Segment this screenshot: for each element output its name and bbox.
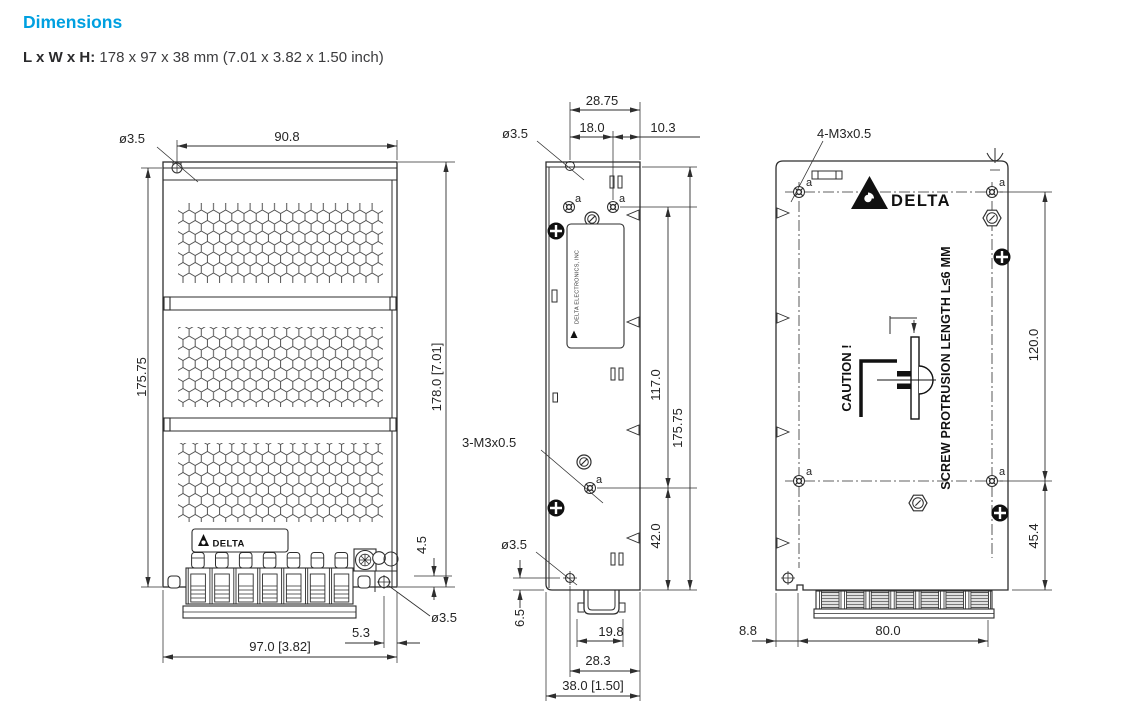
dim-side-top-offsets: [570, 120, 700, 200]
screw-marker: a: [806, 177, 813, 189]
back-view-outline: [776, 148, 1008, 590]
edge-hole: [384, 552, 398, 566]
front-view-separator-2: [164, 418, 396, 431]
front-terminal-block: [183, 553, 356, 619]
side-label-text: DELTA ELECTRONICS, INC: [574, 249, 581, 325]
phillips-screw-icon: [548, 500, 564, 516]
potentiometer-icon: [356, 551, 375, 570]
size-label: L x W x H:: [23, 49, 96, 66]
chassis-wall: [861, 361, 897, 417]
caution-note: SCREW PROTRUSION LENGTH L≤6 MM: [939, 246, 953, 490]
front-right-height-label: 178.0 [7.01]: [429, 342, 444, 412]
ground-screw-icon: [577, 455, 591, 469]
phillips-screw-icon: [548, 223, 564, 239]
side-clip-offset-label: 28.3: [585, 653, 611, 668]
side-edge-offset-label: 10.3: [650, 120, 676, 135]
screw-a-icon: [608, 202, 619, 213]
side-label-box: [567, 224, 624, 348]
screw-marker: a: [619, 193, 626, 205]
front-view-separator-1: [164, 297, 396, 310]
hex-nut-icon: [909, 495, 927, 511]
back-thread-spec-label: 4-M3x0.5: [817, 126, 872, 141]
dim-side-top-hole: [502, 126, 584, 180]
size-summary: [23, 49, 384, 66]
phillips-screw-icon: [992, 505, 1008, 521]
side-screw-to-bottom-label: 42.0: [648, 523, 663, 549]
side-view: [462, 93, 700, 701]
front-view-vent-panel-3: [178, 443, 383, 522]
back-terminal-block: [814, 591, 994, 618]
front-ear-height-label: 4.5: [414, 535, 429, 555]
front-ear-offset-label: 5.3: [351, 625, 371, 640]
front-hole-dia-top-label: ø3.5: [119, 131, 146, 146]
size-value: 178 x 97 x 38 mm (7.01 x 3.82 x 1.50 inch): [99, 49, 384, 66]
front-left-height-label: 175.75: [134, 357, 149, 397]
screw-a-icon: [794, 187, 805, 198]
front-view-vent-panel-1: [178, 203, 383, 283]
dim-front-top-width: [177, 129, 397, 173]
back-logo: [851, 176, 951, 210]
din-clip: [578, 590, 625, 614]
back-edge-offset-label: 8.8: [738, 623, 758, 638]
side-hole-dia-bottom-label: ø3.5: [501, 537, 528, 552]
caution-title: CAUTION !: [839, 344, 854, 412]
back-view: [739, 126, 1052, 647]
front-hole-dia-bottom-label: ø3.5: [431, 610, 458, 625]
screw-marker: a: [999, 177, 1006, 189]
side-hole-dia-top-label: ø3.5: [502, 126, 529, 141]
ground-clamp-icon: [987, 148, 1003, 170]
front-view: [119, 129, 457, 663]
back-screw-to-bottom-label: 45.4: [1026, 523, 1041, 549]
side-clip-width-label: 19.8: [598, 624, 624, 639]
side-hole-offset-label: 18.0: [579, 120, 605, 135]
dim-side-clip-width: [577, 619, 624, 647]
front-logo-label: [192, 529, 288, 552]
back-screw-span-height-label: 120.0: [1026, 328, 1041, 362]
phillips-screw-icon: [994, 249, 1010, 265]
dim-side-overall-depth: [546, 592, 640, 701]
dim-side-hole-offset-bottom: [512, 560, 560, 627]
side-top-depth-label: 28.75: [585, 93, 619, 108]
back-logo-text: DELTA: [891, 192, 952, 210]
back-terminal-width-label: 80.0: [875, 623, 901, 638]
front-top-width-label: 90.8: [274, 129, 300, 144]
indicator-hole: [373, 552, 386, 565]
front-view-vent-panel-2: [178, 327, 383, 407]
dim-side-screw-to-bottom: [642, 488, 697, 590]
screw-shaft: [911, 337, 919, 419]
caution-graphic: [839, 246, 953, 489]
side-overall-depth-label: 38.0 [1.50]: [562, 678, 624, 693]
side-overall-height-label: 175.75: [670, 408, 685, 448]
dim-back-screw-to-bottom: [1012, 481, 1052, 590]
front-logo-text: DELTA: [212, 538, 245, 550]
page-header: [23, 12, 384, 66]
back-centerlines: [785, 182, 1003, 568]
screw-a-icon: [987, 187, 998, 198]
screw-a-icon: [564, 202, 575, 213]
screw-marker: a: [596, 474, 603, 486]
dim-front-ear-offset: [345, 592, 420, 663]
side-screw-span-label: 117.0: [648, 369, 663, 401]
side-hole-offset-bottom-label: 6.5: [512, 608, 527, 628]
front-bottom-width-label: 97.0 [3.82]: [249, 639, 311, 654]
dim-front-top-hole: [119, 131, 198, 182]
dim-front-right-height: [398, 162, 455, 587]
screw-marker: a: [999, 466, 1006, 478]
screw-marker: a: [575, 193, 582, 205]
dim-front-left-height: [134, 168, 162, 587]
bottom-left-hole: [781, 571, 795, 585]
dim-front-bottom-hole: [389, 586, 457, 625]
screw-a-icon: [794, 476, 805, 487]
hex-nut-icon: [983, 210, 1001, 226]
side-thread-spec-label: 3-M3x0.5: [462, 435, 517, 450]
page-title: Dimensions: [23, 12, 123, 32]
screw-a-icon: [987, 476, 998, 487]
back-screws: [794, 177, 1011, 521]
screw-marker: a: [806, 466, 813, 478]
